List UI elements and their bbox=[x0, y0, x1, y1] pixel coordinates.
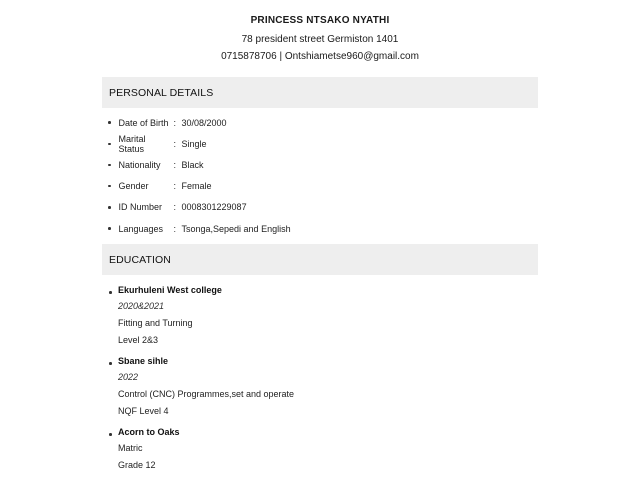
detail-label: ID Number bbox=[118, 202, 163, 213]
bullet-icon bbox=[109, 362, 112, 365]
detail-colon: : bbox=[173, 138, 177, 149]
education-level: Grade 12 bbox=[118, 460, 156, 470]
detail-label: Languages bbox=[118, 223, 164, 234]
bullet-icon bbox=[109, 433, 112, 436]
education-level: NQF Level 4 bbox=[118, 406, 169, 416]
education-list bbox=[108, 283, 528, 474]
candidate-contact: 0715878706 | Ontshiametse960@gmail.com bbox=[221, 51, 419, 62]
candidate-address: 78 president street Germiston 1401 bbox=[241, 34, 399, 45]
detail-value: Tsonga,Sepedi and English bbox=[181, 223, 291, 234]
personal-details-heading bbox=[102, 77, 538, 108]
education-entry bbox=[108, 425, 528, 474]
detail-label: Date of Birth bbox=[118, 117, 169, 128]
education-title: EDUCATION bbox=[109, 253, 171, 266]
bullet-icon bbox=[108, 121, 111, 124]
education-entry bbox=[108, 354, 528, 420]
bullet-icon bbox=[108, 227, 111, 230]
personal-details-title: PERSONAL DETAILS bbox=[109, 86, 214, 99]
institution-name: Acorn to Oaks bbox=[118, 427, 180, 437]
education-heading bbox=[102, 244, 538, 275]
bullet-icon bbox=[108, 185, 111, 188]
detail-colon: : bbox=[173, 159, 177, 170]
detail-value: Single bbox=[181, 138, 207, 149]
education-year: 2022 bbox=[118, 372, 139, 382]
detail-row-gender bbox=[108, 176, 528, 197]
detail-row-nationality bbox=[108, 154, 528, 175]
detail-value: Black bbox=[181, 159, 204, 170]
education-qualification: Fitting and Turning bbox=[118, 318, 193, 328]
detail-colon: : bbox=[173, 202, 177, 213]
detail-row-marital-status bbox=[108, 133, 528, 154]
bullet-icon bbox=[108, 164, 111, 167]
detail-row-id-number bbox=[108, 197, 528, 218]
personal-details-list bbox=[108, 112, 528, 239]
education-entry bbox=[108, 283, 528, 349]
institution-name: Sbane sihle bbox=[118, 356, 169, 366]
institution-name: Ekurhuleni West college bbox=[118, 285, 222, 295]
education-level: Level 2&3 bbox=[118, 335, 159, 345]
detail-value: 30/08/2000 bbox=[181, 117, 227, 128]
cv-header bbox=[0, 0, 640, 64]
detail-label: Gender bbox=[118, 181, 149, 192]
detail-colon: : bbox=[173, 223, 177, 234]
detail-colon: : bbox=[173, 181, 177, 192]
bullet-icon bbox=[108, 206, 111, 209]
detail-colon: : bbox=[173, 117, 177, 128]
bullet-icon bbox=[109, 291, 112, 294]
education-qualification: Matric bbox=[118, 443, 143, 453]
bullet-icon bbox=[108, 143, 111, 146]
candidate-name: PRINCESS NTSAKO NYATHI bbox=[250, 15, 390, 26]
detail-value: Female bbox=[181, 181, 212, 192]
detail-label: Nationality bbox=[118, 159, 161, 170]
detail-row-date-of-birth bbox=[108, 112, 528, 133]
education-year: 2020&2021 bbox=[118, 301, 165, 311]
detail-label: Marital Status bbox=[118, 133, 146, 154]
detail-value: 0008301229087 bbox=[181, 202, 247, 213]
education-qualification: Control (CNC) Programmes,set and operate bbox=[118, 389, 295, 399]
detail-row-languages bbox=[108, 218, 528, 239]
